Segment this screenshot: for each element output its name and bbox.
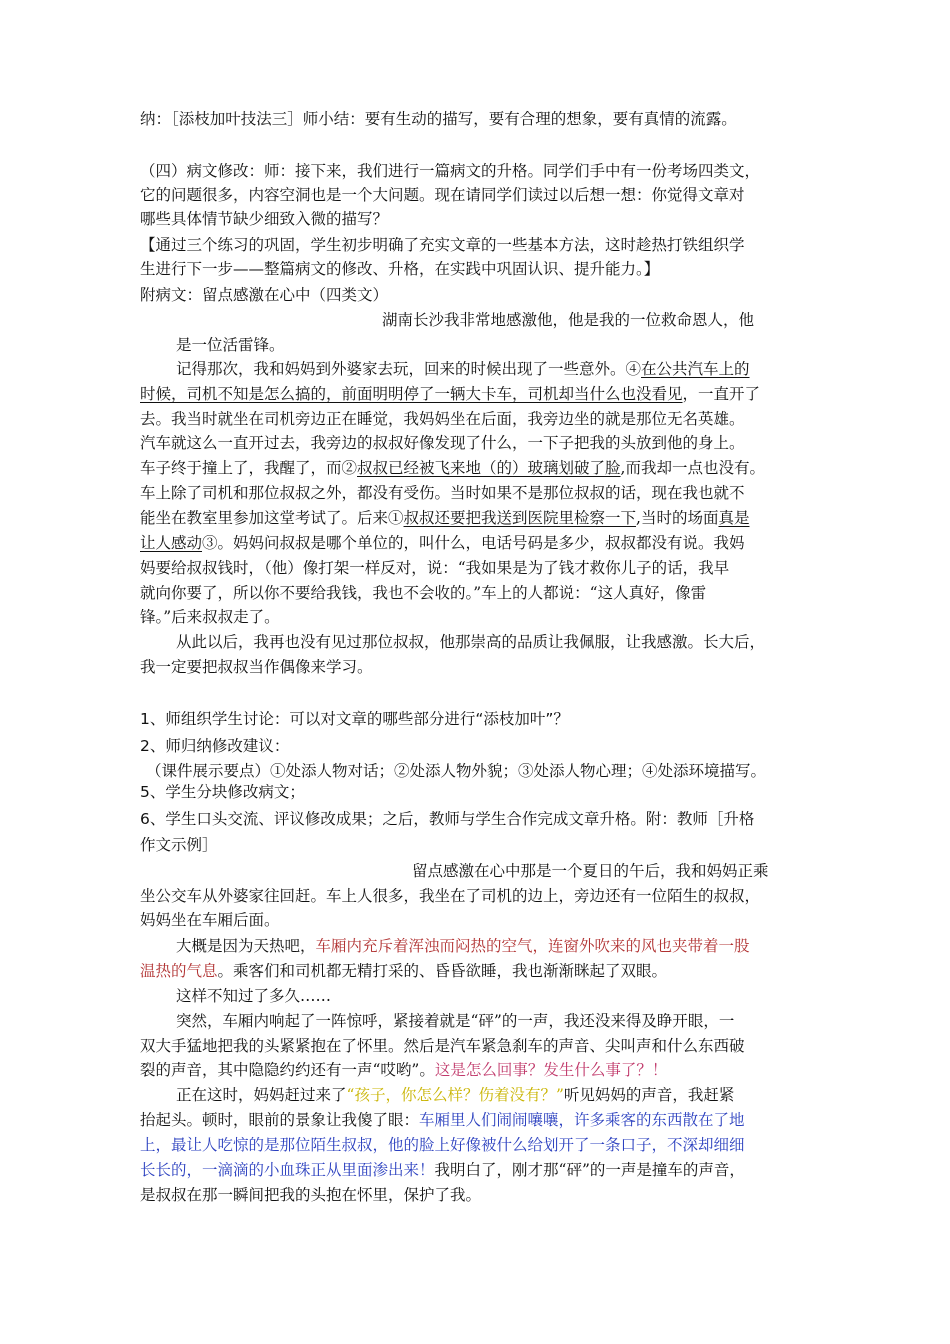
essay-p1-line-10: 就向你要了，所以你不要给我钱，我也不会收的。”车上的人都说：“这人真好，像雷 [140, 584, 707, 602]
example-line-1: 留点感激在心中那是一个夏日的午后，我和妈妈正乘 [412, 862, 769, 880]
essay-p1-line-6: 车上除了司机和那位叔叔之外，都没有受伤。当时如果不是那位叔叔的话，现在我也就不 [140, 484, 745, 502]
example-p5-line-2: 抬起头。顿时，眼前的景象让我傻了眼：车厢里人们闹闹嚷嚷，许多乘客的东西散在了地 [140, 1111, 745, 1129]
example-p5-line-3: 上，最让人吃惊的是那位陌生叔叔，他的脸上好像被什么给划开了一条口子，不深却细细 [140, 1136, 745, 1154]
example-p4-line-2: 双大手猛地把我的头紧紧抱在了怀里。然后是汽车紧急刹车的声音、尖叫声和什么东西破 [140, 1037, 745, 1055]
example-p2-line-2: 温热的气息。乘客们和司机都无精打采的、昏昏欲睡，我也渐渐眯起了双眼。 [140, 962, 668, 980]
design-note-line-1: 【通过三个练习的巩固，学生初步明确了充实文章的一些基本方法，这时趁热打铁组织学 [140, 236, 745, 254]
essay-p1-line-8: 让人感动③。妈妈问叔叔是哪个单位的，叫什么，电话号码是多少，叔叔都没有说。我妈 [140, 534, 745, 552]
example-p5-line-4: 长长的，一滴滴的小血珠正从里面渗出来！我明白了，刚才那“砰”的一声是撞车的声音， [140, 1161, 745, 1179]
essay-intro-line-2: 是一位活雷锋。 [176, 336, 285, 354]
step-2-points: （课件展示要点）①处添人物对话；②处添人物外貌；③处添人物心理；④处添环境描写。 [146, 762, 767, 780]
essay-p1-line-2: 时候，司机不知是怎么搞的，前面明明停了一辆大卡车，司机却当什么也没看见，一直开了 [140, 385, 761, 403]
essay-p1-line-4: 汽车就这么一直开过去，我旁边的叔叔好像发现了什么，一下子把我的头放到他的身上。 [140, 434, 745, 452]
essay-intro-line-1: 湖南长沙我非常地感激他，他是我的一位救命恩人，他 [382, 311, 755, 329]
example-p5-line-5: 是叔叔在那一瞬间把我的头抱在怀里，保护了我。 [140, 1186, 482, 1204]
revision-intro-line-3: 哪些具体情节缺少细致入微的描写？ [140, 210, 389, 228]
essay-title: 附病文：留点感激在心中（四类文） [140, 286, 389, 304]
essay-p1-line-11: 锋。”后来叔叔走了。 [140, 608, 280, 626]
summary-line: 纳：［添枝加叶技法三］师小结：要有生动的描写，要有合理的想象，要有真情的流露。 [140, 110, 737, 128]
example-p4-line-3: 裂的声音，其中隐隐约约还有一声“哎哟”。这是怎么回事？发生什么事了？！ [140, 1061, 668, 1079]
example-p4-line-1: 突然，车厢内响起了一阵惊呼，紧接着就是“砰”的一声，我还没来得及睁开眼，一 [176, 1012, 735, 1030]
step-6-line-2: 作文示例］ [140, 836, 218, 854]
step-5: 5、学生分块修改病文； [140, 783, 305, 801]
step-6-line-1: 6、学生口头交流、评议修改成果；之后，教师与学生合作完成文章升格。附：教师［升格 [140, 810, 755, 828]
essay-p1-line-9: 妈要给叔叔钱时，（他）像打架一样反对，说：“我如果是为了钱才救你儿子的话，我早 [140, 559, 730, 577]
revision-intro-line-1: （四）病文修改：师：接下来，我们进行一篇病文的升格。同学们手中有一份考场四类文， [140, 162, 761, 180]
essay-p2-line-2: 我一定要把叔叔当作偶像来学习。 [140, 658, 373, 676]
essay-p1-line-7: 能坐在教室里参加这堂考试了。后来①叔叔还要把我送到医院里检察一下,当时的场面真是 [140, 509, 750, 527]
example-p3: 这样不知过了多久…… [176, 987, 332, 1005]
essay-p2-line-1: 从此以后，我再也没有见过那位叔叔，他那崇高的品质让我佩服，让我感激。长大后， [176, 633, 766, 651]
essay-p1-line-3: 去。我当时就坐在司机旁边正在睡觉，我妈妈坐在后面，我旁边坐的就是那位无名英雄。 [140, 410, 745, 428]
example-line-2: 坐公交车从外婆家往回赶。车上人很多，我坐在了司机的边上，旁边还有一位陌生的叔叔， [140, 887, 761, 905]
example-line-3: 妈妈坐在车厢后面。 [140, 911, 280, 929]
example-p5-line-1: 正在这时，妈妈赶过来了“孩子，你怎么样？伤着没有？”听见妈妈的声音，我赶紧 [176, 1086, 735, 1104]
step-1: 1、师组织学生讨论：可以对文章的哪些部分进行“添枝加叶”？ [140, 710, 569, 728]
essay-p1-line-1: 记得那次，我和妈妈到外婆家去玩，回来的时候出现了一些意外。④在公共汽车上的 [176, 360, 750, 378]
example-p2-line-1: 大概是因为天热吧，车厢内充斥着浑浊而闷热的空气，连窗外吹来的风也夹带着一股 [176, 937, 750, 955]
step-2: 2、师归纳修改建议： [140, 737, 290, 755]
design-note-line-2: 生进行下一步——整篇病文的修改、升格，在实践中巩固认识、提升能力。】 [140, 260, 660, 278]
revision-intro-line-2: 它的问题很多，内容空洞也是一个大问题。现在请同学们读过以后想一想：你觉得文章对 [140, 186, 745, 204]
essay-p1-line-5: 车子终于撞上了，我醒了，而②叔叔已经被飞来地（的）玻璃划破了脸,而我却一点也没有。 [140, 459, 765, 477]
